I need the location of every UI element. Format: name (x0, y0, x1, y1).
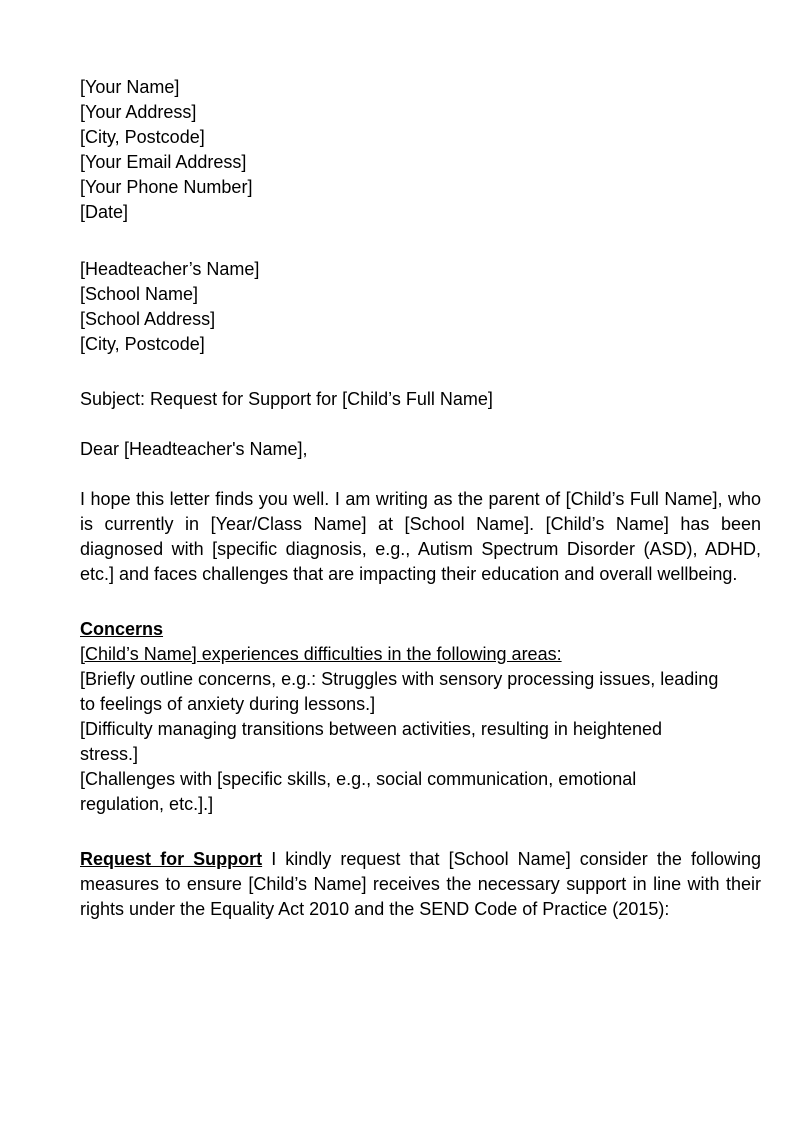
recipient-school: [School Name] (80, 284, 199, 304)
letter-page (80, 75, 761, 940)
concern-item-line: [Challenges with [specific skills, e.g., social communication, emotional (80, 769, 637, 789)
concerns-section (80, 617, 761, 817)
concerns-heading: Concerns (80, 619, 164, 639)
salutation: Dear [Headteacher's Name], (80, 439, 308, 459)
letter-date: [Date] (80, 202, 129, 222)
concern-item (80, 717, 761, 767)
concern-item-line: [Briefly outline concerns, e.g.: Struggles with sensory processing issues, leading (80, 669, 719, 689)
recipient-name: [Headteacher’s Name] (80, 259, 260, 279)
concern-item-line: to feelings of anxiety during lessons.] (80, 694, 376, 714)
concern-item (80, 767, 761, 817)
sender-city: [City, Postcode] (80, 127, 205, 147)
concern-item-line: regulation, etc.].] (80, 794, 214, 814)
request-paragraph (80, 847, 761, 922)
recipient-city: [City, Postcode] (80, 334, 205, 354)
sender-block (80, 75, 761, 225)
sender-email: [Your Email Address] (80, 152, 247, 172)
sender-name: [Your Name] (80, 77, 180, 97)
concerns-subheading: [Child’s Name] experiences difficulties in the following areas: (80, 644, 562, 664)
concern-item (80, 667, 761, 717)
concern-item-line: stress.] (80, 744, 139, 764)
sender-address: [Your Address] (80, 102, 197, 122)
request-text: I kindly request that [School Name] consider the following measures to ensure [Child’s Name] receives the necessary support in line with their rights under the Equality Act 2010 and the SEND Code of Practice (2015): (80, 849, 761, 919)
recipient-block (80, 257, 761, 357)
intro-paragraph: I hope this letter finds you well. I am writing as the parent of [Child’s Full Name], who is currently in [Year/Class Name] at [School Name]. [Child’s Name] has been diagnosed with [specific diagnosis, e.g., Autism Spectrum Disorder (ASD), ADHD, etc.] and faces challenges that are impacting their education and overall wellbeing. (80, 489, 761, 584)
sender-phone: [Your Phone Number] (80, 177, 253, 197)
request-heading: Request for Support (80, 849, 263, 869)
concern-item-line: [Difficulty managing transitions between activities, resulting in heightened (80, 719, 662, 739)
recipient-address: [School Address] (80, 309, 216, 329)
subject-line: Subject: Request for Support for [Child’s Full Name] (80, 389, 493, 409)
